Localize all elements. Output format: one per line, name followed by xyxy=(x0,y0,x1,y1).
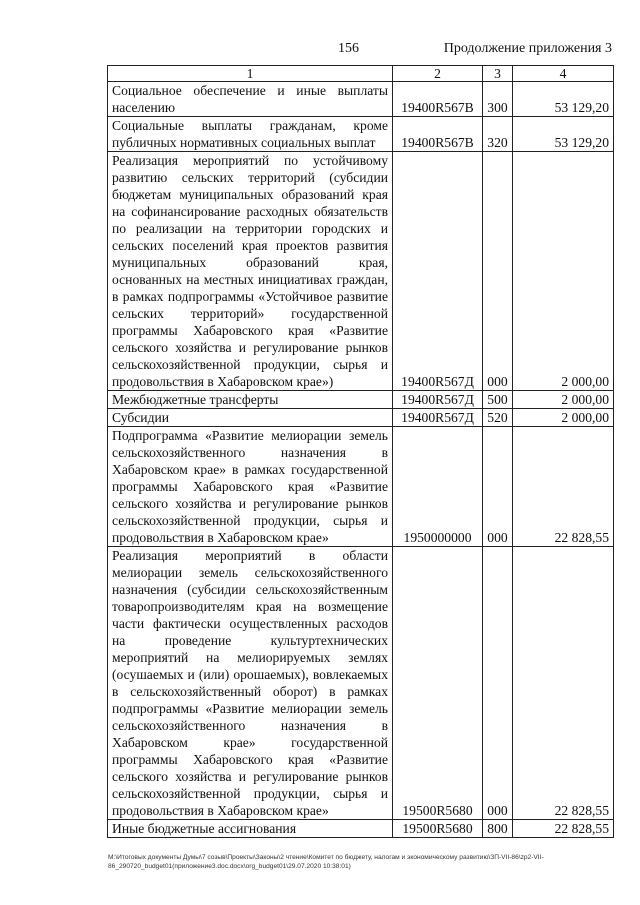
continuation-label: Продолжение приложения 3 xyxy=(443,41,612,56)
row-expense-type: 800 xyxy=(483,820,513,838)
row-name: Реализация мероприятий по устойчивому развитию сельских территорий (субсидии бюджетам муниципальных образований края на софинансирование расходных обязательств по реализации на территории городских и сельских поселений края проектов развития муниципальных образований края, основанных на местных инициативах граждан, в рамках подпрограммы «Устойчивое развитие сельских территорий» государственной программы Хабаровского края «Развитие сельского хозяйства и регулирование рынков сельскохозяйственной продукции, сырья и продовольствия в Хабаровском крае») xyxy=(108,152,393,391)
row-code: 19400R567Д xyxy=(393,152,483,391)
footer-file-path: M:\Итоговых документы Думы\7 созыв\Проекты\Законы\2 чтение\Комитет по бюджету, налогам и экономическому развитию\ЗП-VII-86\zp2-VII-86_290720_budget01(приложение3.doc.docx\org_budget01\29.07.2020 10:38:01) xyxy=(108,854,544,870)
budget-table xyxy=(107,65,614,838)
table-row xyxy=(108,427,614,547)
row-name: Субсидии xyxy=(108,409,393,427)
row-name: Межбюджетные трансферты xyxy=(108,391,393,409)
row-sum: 2 000,00 xyxy=(513,391,614,409)
row-expense-type: 000 xyxy=(483,427,513,547)
row-sum: 53 129,20 xyxy=(513,117,614,152)
row-name: Подпрограмма «Развитие мелиорации земель сельскохозяйственного назначения в Хабаровском крае» в рамках государственной программы Хабаровского края «Развитие сельского хозяйства и регулирование рынков сельскохозяйственной продукции, сырья и продовольствия в Хабаровском крае» xyxy=(108,427,393,547)
table-row xyxy=(108,82,614,117)
column-header-expense-type: 3 xyxy=(483,66,513,82)
table-row xyxy=(108,547,614,820)
row-sum: 2 000,00 xyxy=(513,409,614,427)
row-expense-type: 000 xyxy=(483,152,513,391)
row-name: Социальное обеспечение и иные выплаты населению xyxy=(108,82,393,117)
row-code: 19400R567В xyxy=(393,117,483,152)
row-code: 19400R567В xyxy=(393,82,483,117)
row-sum: 2 000,00 xyxy=(513,152,614,391)
row-sum: 53 129,20 xyxy=(513,82,614,117)
table-row xyxy=(108,820,614,838)
row-expense-type: 320 xyxy=(483,117,513,152)
row-name: Реализация мероприятий в области мелиорации земель сельскохозяйственного назначения (субсидии сельскохозяйственным товаропроизводителям края на возмещение части фактически осуществленных расходов на проведение культуртехнических мероприятий на мелиорируемых землях (осушаемых и (или) орошаемых), вовлекаемых в сельскохозяйственный оборот) в рамках подпрограммы «Развитие мелиорации земель сельскохозяйственного назначения в Хабаровском крае» государственной программы Хабаровского края «Развитие сельского хозяйства и регулирование рынков сельскохозяйственной продукции, сырья и продовольствия в Хабаровском крае» xyxy=(108,547,393,820)
row-sum: 22 828,55 xyxy=(513,427,614,547)
table-row xyxy=(108,409,614,427)
row-sum: 22 828,55 xyxy=(513,820,614,838)
table-header xyxy=(108,66,614,82)
row-code: 19500R5680 xyxy=(393,820,483,838)
row-sum: 22 828,55 xyxy=(513,547,614,820)
column-header-code: 2 xyxy=(393,66,483,82)
row-expense-type: 500 xyxy=(483,391,513,409)
table-row xyxy=(108,152,614,391)
row-expense-type: 300 xyxy=(483,82,513,117)
column-header-sum: 4 xyxy=(513,66,614,82)
page-number: 156 xyxy=(338,41,359,56)
row-code: 19400R567Д xyxy=(393,409,483,427)
table-row xyxy=(108,391,614,409)
row-expense-type: 000 xyxy=(483,547,513,820)
row-code: 1950000000 xyxy=(393,427,483,547)
column-header-name: 1 xyxy=(108,66,393,82)
table-row xyxy=(108,117,614,152)
row-name: Иные бюджетные ассигнования xyxy=(108,820,393,838)
row-expense-type: 520 xyxy=(483,409,513,427)
row-code: 19400R567Д xyxy=(393,391,483,409)
row-code: 19500R5680 xyxy=(393,547,483,820)
row-name: Социальные выплаты гражданам, кроме публичных нормативных социальных выплат xyxy=(108,117,393,152)
